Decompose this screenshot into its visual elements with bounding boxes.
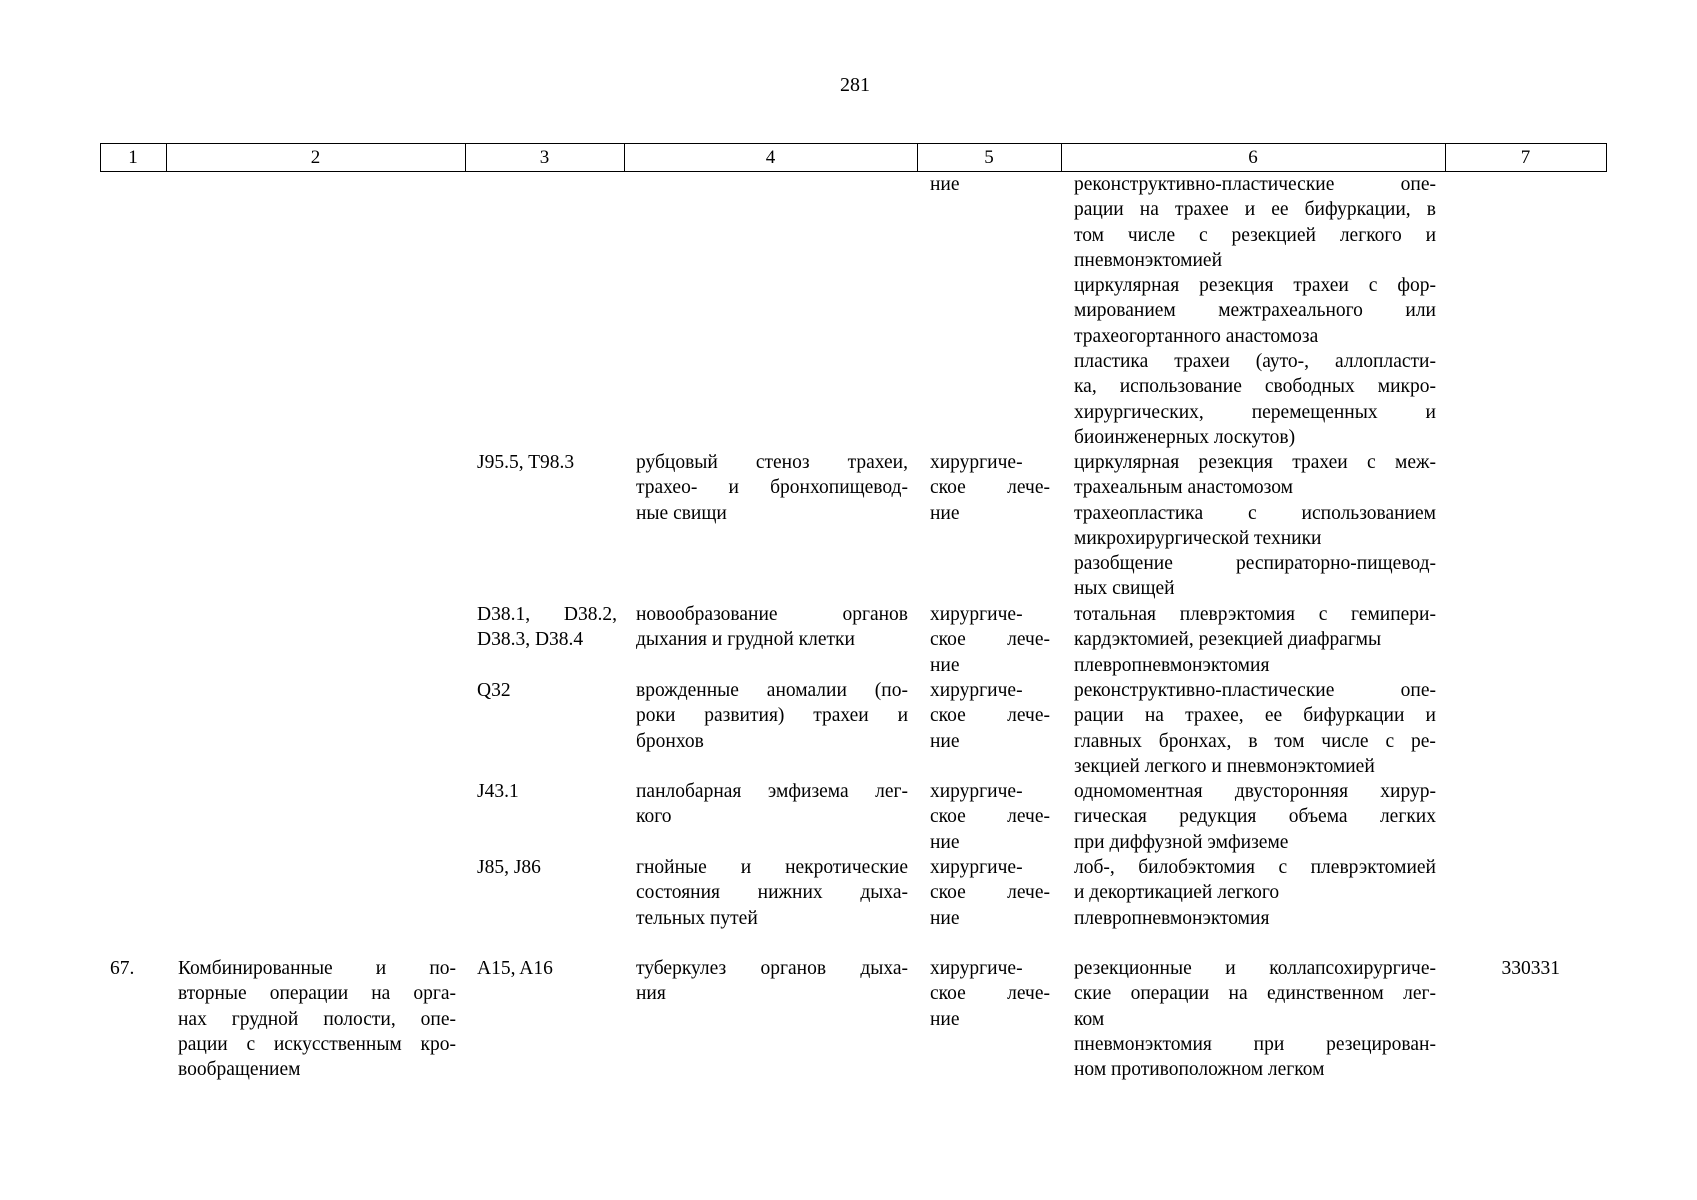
word: трахеи <box>1174 351 1230 373</box>
word: с <box>1278 857 1288 878</box>
word: роки <box>636 705 676 727</box>
word: рации <box>1074 199 1124 221</box>
word: ка, <box>1074 376 1097 398</box>
row-5-col5 <box>930 956 1050 1032</box>
word: резекция <box>1198 452 1273 473</box>
row-1-col4 <box>636 602 908 653</box>
cell-line <box>930 981 1050 1006</box>
cell-line <box>477 602 617 627</box>
word: на <box>1139 199 1159 221</box>
word: ское <box>930 705 966 727</box>
row-5-col1 <box>110 956 150 981</box>
word: (ауто-, <box>1255 351 1310 373</box>
cell-line: биоинженерных лоскутов) <box>1074 426 1296 448</box>
column-divider <box>1606 143 1607 172</box>
word: трахеи <box>1293 275 1349 297</box>
word: туберкулез <box>636 958 727 979</box>
word: по- <box>429 958 456 979</box>
row-2-col3 <box>477 678 617 703</box>
cell-line <box>636 956 908 981</box>
cell-line <box>1074 729 1436 754</box>
cell-line <box>1074 551 1436 576</box>
word: плеврэктомией <box>1310 857 1436 878</box>
word: в <box>1426 199 1436 221</box>
row-0-col4 <box>636 450 908 526</box>
word: и <box>740 857 752 878</box>
word: мированием <box>1074 300 1176 322</box>
cell-line <box>636 855 908 880</box>
word: числе <box>1127 224 1176 246</box>
word: и <box>1244 199 1256 221</box>
cell-line <box>1074 1032 1436 1057</box>
word: дыха- <box>860 958 908 979</box>
cell-line <box>1074 703 1436 728</box>
cell-line: ние <box>930 502 960 524</box>
row-0-col6 <box>1074 450 1436 602</box>
word: ское <box>930 629 966 651</box>
cell-line <box>930 475 1050 500</box>
cell-line: J95.5, T98.3 <box>477 452 575 473</box>
word: трахеи <box>1292 452 1348 473</box>
row-1-col5 <box>930 602 1050 678</box>
word: развития) <box>704 705 785 727</box>
word: нижних <box>757 882 823 904</box>
word: орга- <box>413 983 456 1005</box>
cell-line <box>178 981 456 1006</box>
word: фор- <box>1397 275 1436 297</box>
word: органов <box>760 958 827 979</box>
cell-line <box>1074 804 1436 829</box>
word: трахеопластика <box>1074 502 1204 524</box>
word: рубцовый <box>636 452 718 473</box>
header-col-1: 1 <box>128 147 138 168</box>
word: межтрахеального <box>1218 300 1363 322</box>
word: том <box>1274 730 1305 752</box>
cell-line: плевропневмонэктомия <box>1074 907 1270 929</box>
cell-line <box>1074 956 1436 981</box>
word: органов <box>842 604 908 625</box>
word: хирур- <box>1380 781 1436 802</box>
cell-line: зекцией легкого и пневмонэктомией <box>1074 755 1375 777</box>
word: меж- <box>1395 452 1436 473</box>
cont-col5 <box>930 172 1050 197</box>
cell-line <box>178 1032 456 1057</box>
cell-line <box>1074 779 1436 804</box>
word: ское <box>930 477 966 499</box>
cell-line: D38.3, D38.4 <box>477 629 584 651</box>
word: гнойные <box>636 857 707 878</box>
row-1-col3 <box>477 602 617 653</box>
cell-line <box>1074 678 1436 703</box>
word: аллопласти- <box>1335 351 1436 373</box>
table-top-rule <box>100 143 1607 144</box>
word: циркулярная <box>1074 452 1180 473</box>
cell-line <box>1074 298 1436 323</box>
word: объема <box>1288 806 1348 828</box>
word: на <box>1144 705 1164 727</box>
word: на <box>1228 983 1248 1005</box>
word: с <box>1368 275 1378 297</box>
cell-line: J43.1 <box>477 781 519 802</box>
cell-line: ком <box>1074 1008 1105 1030</box>
word: ее <box>1264 705 1283 727</box>
word: лег- <box>875 781 908 802</box>
cell-line <box>1074 501 1436 526</box>
row-4-col6 <box>1074 855 1436 931</box>
row-0-col3 <box>477 450 617 475</box>
cell-line <box>636 703 908 728</box>
page-number: 281 <box>840 74 870 96</box>
row-0-col5 <box>930 450 1050 526</box>
word: ее <box>1271 199 1289 221</box>
word: ские <box>1074 983 1112 1005</box>
word: с <box>1367 452 1376 473</box>
cell-line: ние <box>930 1008 960 1030</box>
word: в <box>1248 730 1258 752</box>
word: том <box>1074 224 1104 246</box>
word: Комбинированные <box>178 958 333 979</box>
word: гическая <box>1074 806 1147 828</box>
header-col-6: 6 <box>1248 147 1258 168</box>
word: единственном <box>1267 983 1384 1005</box>
cell-line <box>1074 981 1436 1006</box>
word: с <box>246 1033 256 1055</box>
cell-line: хирургиче- <box>930 680 1023 701</box>
row-2-col6 <box>1074 678 1436 779</box>
word: хирургических, <box>1074 401 1204 423</box>
cell-line: плевропневмонэктомия <box>1074 654 1270 676</box>
word: и <box>1425 224 1436 246</box>
word: пластика <box>1074 351 1149 373</box>
word: эмфизема <box>767 781 849 802</box>
word: резекцией <box>1231 224 1316 246</box>
word: полости, <box>323 1008 396 1030</box>
word: или <box>1405 300 1436 322</box>
cell-line <box>636 880 908 905</box>
word: трахео- <box>636 477 698 499</box>
word: дыха- <box>860 882 908 904</box>
word: и <box>1425 705 1436 727</box>
cell-line <box>636 450 908 475</box>
header-col-2: 2 <box>310 147 321 168</box>
word: бифуркации, <box>1304 199 1411 221</box>
row-4-col4 <box>636 855 908 931</box>
word: использованием <box>1301 502 1436 524</box>
word: тотальная <box>1074 604 1157 625</box>
cell-line: ние <box>930 730 960 752</box>
word: ское <box>930 806 966 828</box>
word: грудной <box>231 1008 299 1030</box>
word: бронхах, <box>1158 730 1232 752</box>
cell-line: дыхания и грудной клетки <box>636 629 855 651</box>
word: и <box>897 705 908 727</box>
word: ре- <box>1411 730 1436 752</box>
word: D38.2, <box>563 604 617 625</box>
word: врожденные <box>636 680 739 701</box>
word: с <box>1199 224 1208 246</box>
word: и <box>375 958 387 979</box>
cell-line: кардэктомией, резекцией диафрагмы <box>1074 629 1382 651</box>
cell-line <box>930 703 1050 728</box>
word: лече- <box>1007 882 1050 904</box>
word: свободных <box>1264 376 1355 398</box>
word: кро- <box>420 1033 456 1055</box>
cell-line <box>1074 855 1436 880</box>
word: перемещенных <box>1251 401 1378 423</box>
word: нах <box>178 1008 207 1030</box>
word: плеврэктомия <box>1179 604 1295 625</box>
cell-line: трахеальным анастомозом <box>1074 477 1293 499</box>
row-4-col5 <box>930 855 1050 931</box>
header-col-4: 4 <box>765 147 776 168</box>
word: панлобарная <box>636 781 742 802</box>
word: резекция <box>1199 275 1274 297</box>
row-3-col6 <box>1074 779 1436 855</box>
word: лече- <box>1007 983 1050 1005</box>
word: лече- <box>1007 705 1050 727</box>
word: коллапсохирургиче- <box>1269 958 1436 979</box>
row-4-col3 <box>477 855 617 880</box>
cell-line <box>930 627 1050 652</box>
cell-line: хирургиче- <box>930 781 1023 802</box>
cell-line: ных свищей <box>1074 578 1175 600</box>
word: пневмонэктомия <box>1074 1033 1212 1055</box>
cell-line: ние <box>930 831 960 853</box>
word: опе- <box>1400 174 1436 195</box>
row-5-col3 <box>477 956 617 981</box>
cell-line <box>1074 197 1436 222</box>
word: стеноз <box>755 452 810 473</box>
word: и <box>1425 401 1436 423</box>
row-5-col7 <box>1445 956 1560 981</box>
word: бифуркации <box>1303 705 1405 727</box>
cell-line: хирургиче- <box>930 452 1023 473</box>
word: операции <box>269 983 349 1005</box>
word: и <box>728 477 739 499</box>
row-5-col4 <box>636 956 908 1007</box>
cell-line <box>636 602 908 627</box>
row-3-col4 <box>636 779 908 830</box>
word: трахеи <box>813 705 869 727</box>
word: резецирован- <box>1326 1033 1436 1055</box>
word: рации <box>1074 705 1124 727</box>
word: рации <box>178 1033 228 1055</box>
cell-line <box>930 804 1050 829</box>
cell-line <box>1074 602 1436 627</box>
cell-line: микрохирургической техники <box>1074 527 1322 549</box>
word: операции <box>1130 983 1210 1005</box>
cell-line: при диффузной эмфиземе <box>1074 831 1289 853</box>
word: с <box>1385 730 1395 752</box>
cell-line: хирургиче- <box>930 857 1023 878</box>
cell-line: бронхов <box>636 730 704 752</box>
word: микро- <box>1377 376 1436 398</box>
word: числе <box>1321 730 1369 752</box>
word: аномалии <box>766 680 847 701</box>
cell-line: ние <box>930 907 960 929</box>
word: разобщение <box>1074 553 1173 575</box>
word: на <box>371 983 391 1005</box>
cell-line: и декортикацией легкого <box>1074 882 1280 904</box>
word: лече- <box>1007 629 1050 651</box>
word: бронхопищевод- <box>770 477 908 499</box>
word: лече- <box>1007 806 1050 828</box>
cell-line: кого <box>636 806 672 828</box>
cell-line <box>1074 273 1436 298</box>
word: резекционные <box>1074 958 1192 979</box>
header-col-3: 3 <box>539 147 550 168</box>
cell-line: Q32 <box>477 680 511 701</box>
word: с <box>1248 502 1257 524</box>
cell-line: ния <box>636 983 666 1005</box>
word: главных <box>1074 730 1142 752</box>
cell-line: ные свищи <box>636 502 727 524</box>
word: одномоментная <box>1074 781 1203 802</box>
header-col-7: 7 <box>1520 147 1531 168</box>
word: некротические <box>785 857 908 878</box>
word: и <box>1225 958 1236 979</box>
cell-line: хирургиче- <box>930 958 1023 979</box>
word: лече- <box>1007 477 1050 499</box>
cell-line <box>1074 349 1436 374</box>
word: D38.1, <box>477 604 531 625</box>
cell-line: тельных путей <box>636 907 758 929</box>
cell-line <box>1074 223 1436 248</box>
word: билобэктомия <box>1138 857 1255 878</box>
row-5-col2 <box>178 956 456 1082</box>
word: при <box>1253 1033 1285 1055</box>
cell-line: A15, A16 <box>477 958 553 979</box>
word: гемипери- <box>1351 604 1436 625</box>
word: новообразование <box>636 604 778 625</box>
cell-line: хирургиче- <box>930 604 1023 625</box>
cell-line <box>178 1007 456 1032</box>
cont-col6 <box>1074 172 1436 450</box>
word: реконструктивно-пластические <box>1074 174 1335 195</box>
word: реконструктивно-пластические <box>1074 680 1335 701</box>
word: редукция <box>1179 806 1257 828</box>
cell-line <box>930 880 1050 905</box>
word: ское <box>930 983 966 1005</box>
row-3-col5 <box>930 779 1050 855</box>
row-2-col4 <box>636 678 908 754</box>
cell-line <box>178 956 456 981</box>
word: с <box>1318 604 1328 625</box>
word: состояния <box>636 882 720 904</box>
cell-line <box>1074 172 1436 197</box>
row-3-col3 <box>477 779 617 804</box>
word: двусторонняя <box>1234 781 1349 802</box>
word: трахеи, <box>847 452 908 473</box>
word: ское <box>930 882 966 904</box>
word: (по- <box>874 680 908 701</box>
row-5-col6 <box>1074 956 1436 1082</box>
header-col-5: 5 <box>984 147 994 168</box>
cell-line <box>1074 450 1436 475</box>
word: искусственным <box>273 1033 402 1055</box>
cell-line <box>636 779 908 804</box>
cell-line: ние <box>930 174 960 195</box>
word: циркулярная <box>1074 275 1180 297</box>
cell-line: J85, J86 <box>477 857 541 878</box>
word: легкого <box>1339 224 1402 246</box>
word: респираторно-пищевод- <box>1236 553 1436 575</box>
row-1-col6 <box>1074 602 1436 678</box>
word: трахее, <box>1185 705 1244 727</box>
word: лег- <box>1403 983 1436 1005</box>
word: использование <box>1119 376 1242 398</box>
word: лоб-, <box>1074 857 1115 878</box>
word: легких <box>1379 806 1436 828</box>
cell-line <box>1074 374 1436 399</box>
cell-line <box>636 678 908 703</box>
row-2-col5 <box>930 678 1050 754</box>
cell-line: ние <box>930 654 960 676</box>
word: трахее <box>1174 199 1229 221</box>
cell-line <box>1074 400 1436 425</box>
word: опе- <box>420 1008 456 1030</box>
cell-line: 330331 <box>1501 958 1560 979</box>
cell-line: ном противоположном легком <box>1074 1059 1325 1081</box>
word: опе- <box>1400 680 1436 701</box>
cell-line: пневмонэктомией <box>1074 249 1223 271</box>
cell-line: трахеогортанного анастомоза <box>1074 325 1319 347</box>
word: вторные <box>178 983 247 1005</box>
cell-line <box>636 475 908 500</box>
cell-line: 67. <box>110 958 135 979</box>
cell-line: вообращением <box>178 1059 301 1081</box>
